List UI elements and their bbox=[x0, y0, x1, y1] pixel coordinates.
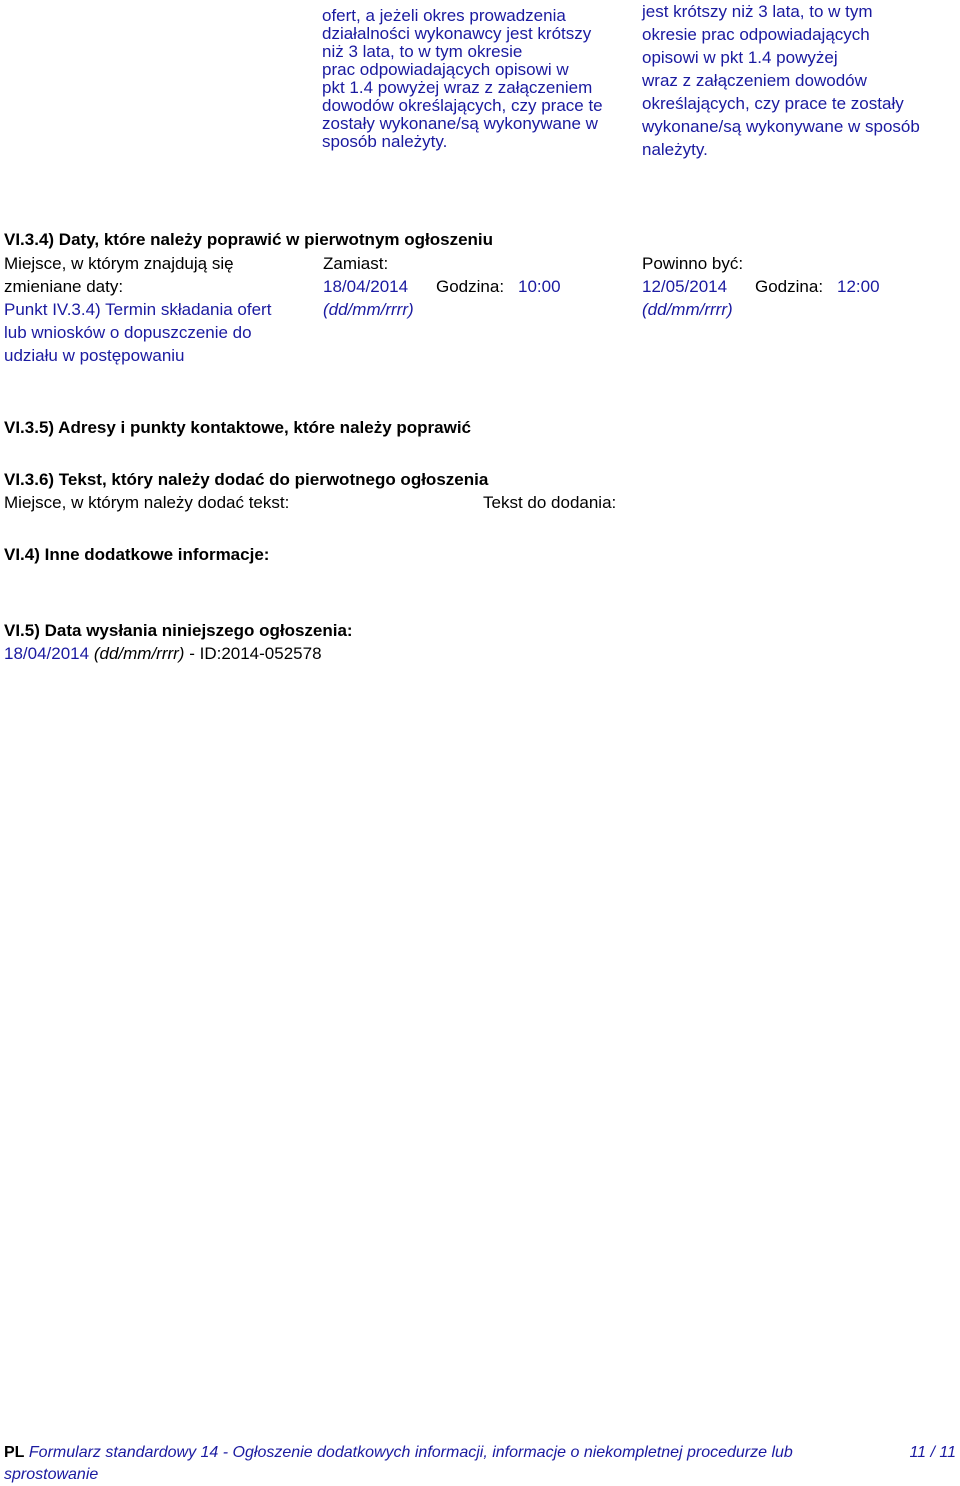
place-value: Punkt IV.3.4) Termin składania ofert bbox=[4, 300, 272, 319]
text-line: pkt 1.4 powyżej wraz z załączeniem bbox=[322, 78, 593, 97]
notice-id: - ID:2014-052578 bbox=[184, 644, 322, 663]
instead-format: (dd/mm/rrrr) bbox=[323, 300, 414, 319]
send-date-format: (dd/mm/rrrr) bbox=[93, 644, 185, 663]
form-title-continuation: sprostowanie bbox=[4, 1466, 99, 1483]
text-line: dowodów określających, czy prace te bbox=[322, 96, 603, 115]
add-place-label: Miejsce, w którym należy dodać tekst: bbox=[4, 493, 290, 512]
text-line: działalności wykonawcy jest krótszy bbox=[322, 24, 592, 43]
section-heading-vi-3-4: VI.3.4) Daty, które należy poprawić w pierwotnym ogłoszeniu bbox=[4, 230, 494, 249]
instead-date: 18/04/2014 bbox=[323, 277, 409, 296]
instead-time: 10:00 bbox=[518, 277, 561, 296]
page-footer bbox=[4, 1442, 956, 1486]
text-line: niż 3 lata, to w tym okresie bbox=[322, 42, 523, 61]
section-heading-vi-5: VI.5) Data wysłania niniejszego ogłoszenia: bbox=[4, 621, 353, 640]
text-line: okresie prac odpowiadających bbox=[642, 25, 870, 44]
text-line: opisowi w pkt 1.4 powyżej bbox=[642, 48, 838, 67]
form-title: Formularz standardowy 14 - Ogłoszenie dodatkowych informacji, informacje o niekompletnej procedurze lub bbox=[28, 1444, 793, 1461]
should-date: 12/05/2014 bbox=[642, 277, 728, 296]
place-value: udziału w postępowaniu bbox=[4, 346, 185, 365]
section-heading-vi-3-6: VI.3.6) Tekst, który należy dodać do pierwotnego ogłoszenia bbox=[4, 470, 489, 489]
text-line: jest krótszy niż 3 lata, to w tym bbox=[642, 2, 873, 21]
should-label: Powinno być: bbox=[642, 254, 744, 273]
place-label: Miejsce, w którym znajdują się bbox=[4, 254, 234, 273]
text-line: sposób należyty. bbox=[322, 132, 448, 151]
language-code: PL bbox=[4, 1444, 25, 1461]
add-text-label: Tekst do dodania: bbox=[483, 493, 617, 512]
instead-label: Zamiast: bbox=[323, 254, 389, 273]
text-line: prac odpowiadających opisowi w bbox=[322, 60, 569, 79]
text-line: wykonane/są wykonywane w sposób bbox=[642, 117, 920, 136]
send-date: 18/04/2014 bbox=[4, 644, 90, 663]
top-right-column bbox=[642, 0, 960, 161]
text-line: należyty. bbox=[642, 140, 708, 159]
send-date-line bbox=[4, 642, 322, 665]
page-number: 11 / 11 bbox=[909, 1444, 956, 1461]
place-value: lub wniosków o dopuszczenie do bbox=[4, 323, 252, 342]
should-format: (dd/mm/rrrr) bbox=[642, 300, 733, 319]
text-line: zostały wykonane/są wykonywane w bbox=[322, 114, 598, 133]
text-line: określających, czy prace te zostały bbox=[642, 94, 904, 113]
should-time-label: Godzina: bbox=[755, 277, 824, 296]
section-heading-vi-3-5: VI.3.5) Adresy i punkty kontaktowe, które należy poprawić bbox=[4, 418, 472, 437]
instead-time-label: Godzina: bbox=[436, 277, 505, 296]
should-time: 12:00 bbox=[837, 277, 880, 296]
text-line: wraz z załączeniem dowodów bbox=[642, 71, 867, 90]
text-line: ofert, a jeżeli okres prowadzenia bbox=[322, 6, 566, 25]
section-heading-vi-4: VI.4) Inne dodatkowe informacje: bbox=[4, 545, 270, 564]
top-left-column bbox=[322, 7, 642, 151]
place-label: zmieniane daty: bbox=[4, 277, 124, 296]
